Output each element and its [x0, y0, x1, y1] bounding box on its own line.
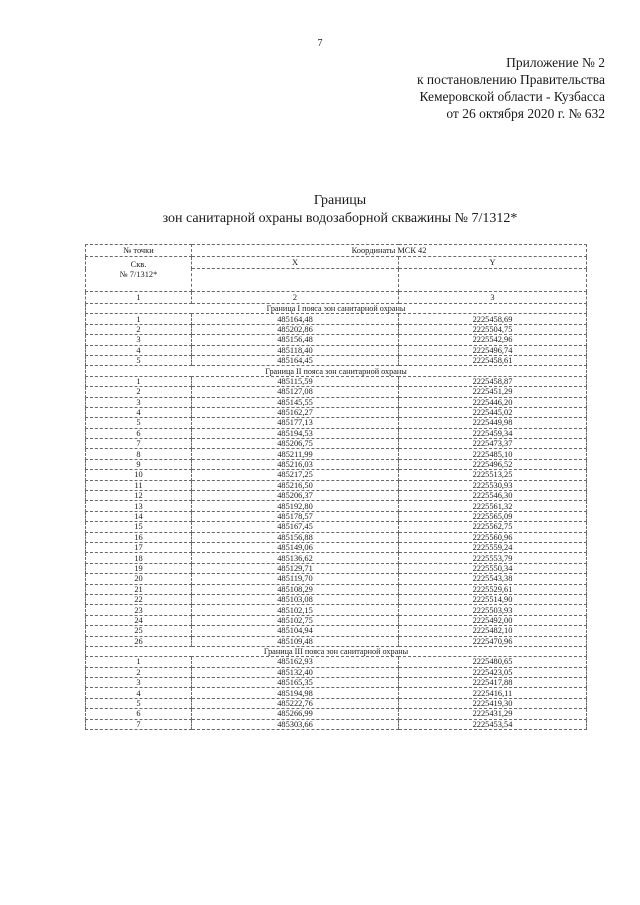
header-empty-cell — [192, 269, 399, 292]
table-row — [86, 459, 587, 469]
section-header-row — [86, 366, 587, 376]
header-well-label: Скв. — [130, 260, 147, 269]
table-row — [86, 678, 587, 688]
table-row — [86, 428, 587, 438]
x-coordinate-cell: 485206,37 — [192, 491, 399, 501]
appendix-line: Приложение № 2 — [506, 55, 605, 70]
y-coordinate-cell: 2225542,96 — [399, 335, 587, 345]
table-row — [86, 387, 587, 397]
header-coordinates: Координаты МСК 42 — [192, 245, 587, 257]
table-row — [86, 335, 587, 345]
table-row — [86, 563, 587, 573]
header-y: Y — [399, 257, 587, 269]
x-coordinate-cell: 485167,45 — [192, 522, 399, 532]
table-row — [86, 324, 587, 334]
x-coordinate-cell: 485164,48 — [192, 314, 399, 324]
y-coordinate-cell: 2225530,93 — [399, 480, 587, 490]
x-coordinate-cell: 485127,08 — [192, 387, 399, 397]
point-number-cell: 5 — [86, 698, 192, 708]
point-number-cell: 1 — [86, 314, 192, 324]
point-number-cell: 3 — [86, 335, 192, 345]
y-coordinate-cell: 2225453,54 — [399, 719, 587, 729]
coordinates-table — [85, 244, 587, 730]
x-coordinate-cell: 485165,35 — [192, 678, 399, 688]
point-number-cell: 8 — [86, 449, 192, 459]
column-number: 3 — [399, 292, 587, 304]
section-title: Граница I пояса зон санитарной охраны — [86, 304, 587, 314]
x-coordinate-cell: 485266,99 — [192, 709, 399, 719]
table-row — [86, 491, 587, 501]
table-row — [86, 345, 587, 355]
point-number-cell: 3 — [86, 678, 192, 688]
table-row — [86, 719, 587, 729]
y-coordinate-cell: 2225513,25 — [399, 470, 587, 480]
table-row — [86, 553, 587, 563]
x-coordinate-cell: 485156,48 — [192, 335, 399, 345]
point-number-cell: 1 — [86, 657, 192, 667]
x-coordinate-cell: 485217,25 — [192, 470, 399, 480]
x-coordinate-cell: 485192,80 — [192, 501, 399, 511]
y-coordinate-cell: 2225417,88 — [399, 678, 587, 688]
x-coordinate-cell: 485104,94 — [192, 626, 399, 636]
y-coordinate-cell: 2225423,05 — [399, 667, 587, 677]
table-row — [86, 584, 587, 594]
table-row — [86, 480, 587, 490]
point-number-cell: 9 — [86, 459, 192, 469]
y-coordinate-cell: 2225504,75 — [399, 324, 587, 334]
table-row — [86, 397, 587, 407]
y-coordinate-cell: 2225470,96 — [399, 636, 587, 646]
page-number: 7 — [317, 38, 323, 49]
point-number-cell: 21 — [86, 584, 192, 594]
point-number-cell: 13 — [86, 501, 192, 511]
table-row — [86, 532, 587, 542]
table-header-row — [86, 245, 587, 257]
table-row — [86, 470, 587, 480]
y-coordinate-cell: 2225560,96 — [399, 532, 587, 542]
point-number-cell: 19 — [86, 563, 192, 573]
x-coordinate-cell: 485102,75 — [192, 615, 399, 625]
y-coordinate-cell: 2225482,10 — [399, 626, 587, 636]
x-coordinate-cell: 485108,29 — [192, 584, 399, 594]
x-coordinate-cell: 485211,99 — [192, 449, 399, 459]
x-coordinate-cell: 485103,08 — [192, 594, 399, 604]
y-coordinate-cell: 2225529,61 — [399, 584, 587, 594]
table-row — [86, 698, 587, 708]
y-coordinate-cell: 2225550,34 — [399, 563, 587, 573]
x-coordinate-cell: 485145,55 — [192, 397, 399, 407]
x-coordinate-cell: 485303,66 — [192, 719, 399, 729]
title-line: Границы — [313, 193, 367, 208]
column-number: 1 — [86, 292, 192, 304]
title-line: зон санитарной охраны водозаборной скважины № 7/1312* — [162, 211, 518, 226]
y-coordinate-cell: 2225485,10 — [399, 449, 587, 459]
y-coordinate-cell: 2225543,38 — [399, 574, 587, 584]
point-number-cell: 2 — [86, 387, 192, 397]
table-row — [86, 615, 587, 625]
y-coordinate-cell: 2225496,74 — [399, 345, 587, 355]
x-coordinate-cell: 485156,88 — [192, 532, 399, 542]
table-row — [86, 626, 587, 636]
point-number-cell: 26 — [86, 636, 192, 646]
table-row — [86, 449, 587, 459]
point-number-cell: 5 — [86, 355, 192, 365]
table-row — [86, 355, 587, 365]
x-coordinate-cell: 485149,06 — [192, 542, 399, 552]
table-row — [86, 605, 587, 615]
y-coordinate-cell: 2225458,87 — [399, 376, 587, 386]
x-coordinate-cell: 485136,62 — [192, 553, 399, 563]
point-number-cell: 7 — [86, 719, 192, 729]
table-row — [86, 522, 587, 532]
table-row — [86, 314, 587, 324]
point-number-cell: 4 — [86, 407, 192, 417]
appendix-line: от 26 октября 2020 г. № 632 — [446, 106, 605, 121]
x-coordinate-cell: 485177,13 — [192, 418, 399, 428]
y-coordinate-cell: 2225459,34 — [399, 428, 587, 438]
table-row — [86, 439, 587, 449]
y-coordinate-cell: 2225480,65 — [399, 657, 587, 667]
table-row — [86, 636, 587, 646]
appendix-line: Кемеровской области - Кузбасса — [419, 89, 605, 104]
table-column-numbers — [86, 292, 587, 304]
point-number-cell: 5 — [86, 418, 192, 428]
x-coordinate-cell: 485129,71 — [192, 563, 399, 573]
header-point-no: № точки — [86, 245, 192, 257]
x-coordinate-cell: 485222,76 — [192, 698, 399, 708]
x-coordinate-cell: 485132,40 — [192, 667, 399, 677]
table-row — [86, 709, 587, 719]
point-number-cell: 24 — [86, 615, 192, 625]
point-number-cell: 25 — [86, 626, 192, 636]
x-coordinate-cell: 485202,86 — [192, 324, 399, 334]
point-number-cell: 22 — [86, 594, 192, 604]
y-coordinate-cell: 2225431,29 — [399, 709, 587, 719]
point-number-cell: 14 — [86, 511, 192, 521]
y-coordinate-cell: 2225546,30 — [399, 491, 587, 501]
x-coordinate-cell: 485164,45 — [192, 355, 399, 365]
y-coordinate-cell: 2225561,32 — [399, 501, 587, 511]
point-number-cell: 20 — [86, 574, 192, 584]
point-number-cell: 1 — [86, 376, 192, 386]
table-row — [86, 407, 587, 417]
document-title — [100, 192, 580, 228]
point-number-cell: 17 — [86, 542, 192, 552]
section-header-row — [86, 646, 587, 656]
y-coordinate-cell: 2225446,20 — [399, 397, 587, 407]
section-title: Граница III пояса зон санитарной охраны — [86, 646, 587, 656]
table-row — [86, 594, 587, 604]
point-number-cell: 2 — [86, 324, 192, 334]
y-coordinate-cell: 2225451,29 — [399, 387, 587, 397]
point-number-cell: 7 — [86, 439, 192, 449]
point-number-cell: 12 — [86, 491, 192, 501]
table-row — [86, 657, 587, 667]
table-row — [86, 542, 587, 552]
y-coordinate-cell: 2225514,90 — [399, 594, 587, 604]
point-number-cell: 16 — [86, 532, 192, 542]
x-coordinate-cell: 485109,48 — [192, 636, 399, 646]
section-header-row — [86, 304, 587, 314]
header-well — [86, 257, 192, 292]
header-well-number: № 7/1312* — [119, 270, 158, 279]
x-coordinate-cell: 485194,98 — [192, 688, 399, 698]
y-coordinate-cell: 2225458,69 — [399, 314, 587, 324]
table-row — [86, 574, 587, 584]
point-number-cell: 6 — [86, 428, 192, 438]
x-coordinate-cell: 485115,59 — [192, 376, 399, 386]
y-coordinate-cell: 2225562,75 — [399, 522, 587, 532]
point-number-cell: 23 — [86, 605, 192, 615]
table-row — [86, 376, 587, 386]
table-row — [86, 667, 587, 677]
x-coordinate-cell: 485216,03 — [192, 459, 399, 469]
y-coordinate-cell: 2225449,98 — [399, 418, 587, 428]
y-coordinate-cell: 2225565,09 — [399, 511, 587, 521]
x-coordinate-cell: 485206,75 — [192, 439, 399, 449]
x-coordinate-cell: 485119,70 — [192, 574, 399, 584]
column-number: 2 — [192, 292, 399, 304]
y-coordinate-cell: 2225496,52 — [399, 459, 587, 469]
y-coordinate-cell: 2225559,24 — [399, 542, 587, 552]
x-coordinate-cell: 485178,57 — [192, 511, 399, 521]
x-coordinate-cell: 485194,53 — [192, 428, 399, 438]
table-row — [86, 511, 587, 521]
y-coordinate-cell: 2225492,00 — [399, 615, 587, 625]
x-coordinate-cell: 485162,27 — [192, 407, 399, 417]
y-coordinate-cell: 2225458,61 — [399, 355, 587, 365]
point-number-cell: 3 — [86, 397, 192, 407]
y-coordinate-cell: 2225416,11 — [399, 688, 587, 698]
y-coordinate-cell: 2225553,79 — [399, 553, 587, 563]
appendix-block — [340, 54, 605, 122]
point-number-cell: 2 — [86, 667, 192, 677]
point-number-cell: 11 — [86, 480, 192, 490]
table-row — [86, 501, 587, 511]
x-coordinate-cell: 485216,50 — [192, 480, 399, 490]
point-number-cell: 10 — [86, 470, 192, 480]
point-number-cell: 4 — [86, 688, 192, 698]
section-title: Граница II пояса зон санитарной охраны — [86, 366, 587, 376]
appendix-line: к постановлению Правительства — [416, 72, 605, 87]
y-coordinate-cell: 2225445,02 — [399, 407, 587, 417]
x-coordinate-cell: 485162,93 — [192, 657, 399, 667]
table-row — [86, 418, 587, 428]
header-empty-cell — [399, 269, 587, 292]
x-coordinate-cell: 485118,40 — [192, 345, 399, 355]
y-coordinate-cell: 2225503,93 — [399, 605, 587, 615]
x-coordinate-cell: 485102,15 — [192, 605, 399, 615]
y-coordinate-cell: 2225473,37 — [399, 439, 587, 449]
point-number-cell: 4 — [86, 345, 192, 355]
point-number-cell: 6 — [86, 709, 192, 719]
table-header-row — [86, 257, 587, 269]
table-row — [86, 688, 587, 698]
y-coordinate-cell: 2225419,30 — [399, 698, 587, 708]
point-number-cell: 15 — [86, 522, 192, 532]
header-x: X — [192, 257, 399, 269]
point-number-cell: 18 — [86, 553, 192, 563]
